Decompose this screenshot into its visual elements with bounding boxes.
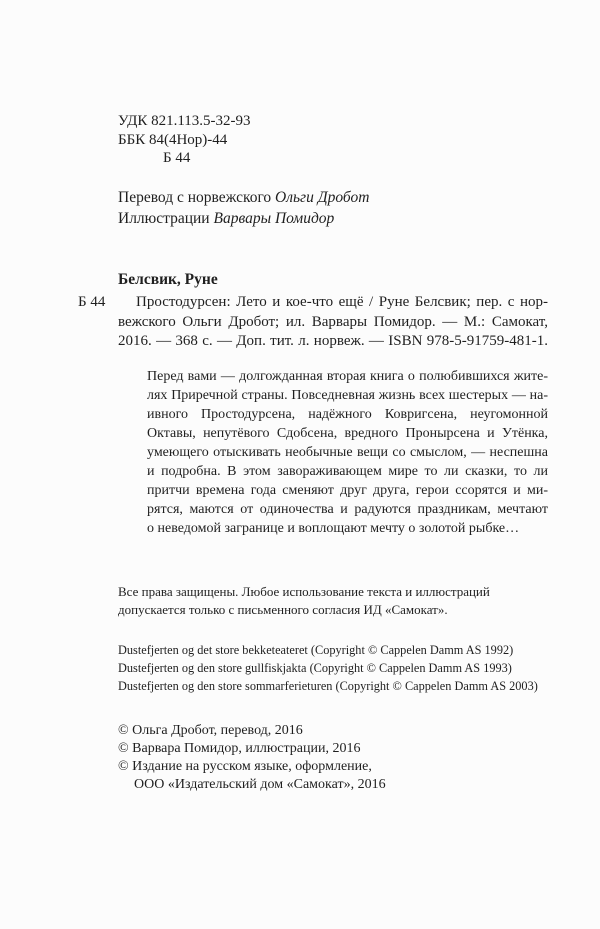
annotation-line: Октавы, непутёвого Сдобсена, вредного Пронырсена и Утёнка,: [147, 426, 548, 441]
udk-code: УДК 821.113.5-32-93: [118, 113, 251, 129]
side-code: Б 44: [78, 294, 106, 310]
original-title-line: Dustefjerten og den store sommarferieturen (Copyright © Cappelen Damm AS 2003): [118, 679, 538, 693]
copyright-line: ООО «Издательский дом «Самокат», 2016: [134, 777, 386, 792]
author-heading: Белсвик, Руне: [118, 271, 218, 288]
copyright-line: © Издание на русском языке, оформление,: [118, 759, 372, 774]
annotation-line: Перед вами — долгожданная вторая книга о полюбившихся жите-: [147, 369, 548, 384]
author-sign: Б 44: [163, 150, 191, 166]
original-title-line: Dustefjerten og det store bekketeateret (Copyright © Cappelen Damm AS 1992): [118, 643, 514, 657]
bbk-code: ББК 84(4Нор)-44: [118, 132, 228, 148]
rights-line: допускается только с письменного согласия ИД «Самокат».: [118, 602, 448, 617]
translation-prefix: Перевод с норвежского: [118, 189, 272, 206]
annotation-line: и подробна. В этом завораживающем мире то ли сказки, то ли: [147, 464, 548, 479]
bib-line: 2016. — 368 с. — Доп. тит. л. норвеж. — ISBN 978-5-91759-481-1.: [118, 333, 548, 349]
illustration-credit: [118, 211, 334, 227]
bib-line: вежского Ольги Дробот; ил. Варвары Помидор. — М.: Самокат,: [118, 314, 548, 330]
translator-name: Ольги Дробот: [275, 189, 370, 206]
annotation-line: ивного Простодурсена, надёжного Ковригсена, неугомонной: [147, 407, 548, 422]
translation-credit: [118, 190, 369, 206]
illustrator-name: Варвары Помидор: [213, 210, 335, 227]
annotation-line: лях Приречной страны. Повседневная жизнь всех шестерых — на-: [147, 388, 548, 403]
annotation-line: рятся, маются от одиночества и радуются праздникам, мечтают: [147, 502, 548, 517]
copyright-line: © Ольга Дробот, перевод, 2016: [118, 723, 303, 738]
bib-line: Простодурсен: Лето и кое-что ещё / Руне Белсвик; пер. с нор-: [136, 294, 548, 310]
illustrations-prefix: Иллюстрации: [118, 210, 210, 227]
annotation-line: притчи времена года сменяют друг друга, герои ссорятся и ми-: [147, 483, 548, 498]
annotation-line: о неведомой загранице и воплощают мечту о золотой рыбке…: [147, 521, 520, 536]
rights-line: Все права защищены. Любое использование текста и иллюстраций: [118, 584, 490, 599]
annotation-line: умеющего отыскивать необычные вещи со смыслом, — неспешна: [147, 445, 548, 460]
original-title-line: Dustefjerten og den store gullfiskjakta (Copyright © Cappelen Damm AS 1993): [118, 661, 512, 675]
copyright-line: © Варвара Помидор, иллюстрации, 2016: [118, 741, 361, 756]
